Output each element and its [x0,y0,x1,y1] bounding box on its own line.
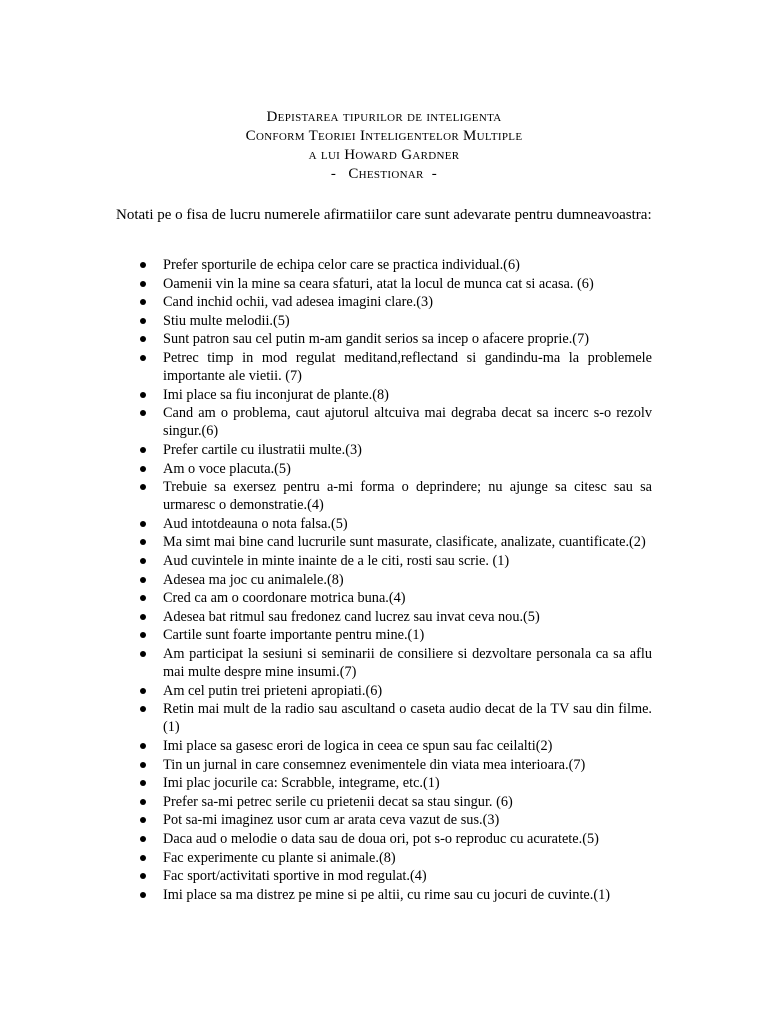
bullet-icon [140,762,146,768]
bullet-icon [140,614,146,620]
list-item-text: Prefer cartile cu ilustratii multe.(3) [163,441,362,458]
list-item-text: Imi place sa gasesc erori de logica in ceea ce spun sau fac ceilalti(2) [163,737,553,754]
bullet-icon [140,336,146,342]
list-item-text: Petrec timp in mod regulat meditand,reflectand si gandindu-ma la problemele importante ale vietii. (7) [163,349,652,385]
list-item-text: Stiu multe melodii.(5) [163,312,290,329]
list-item [116,793,652,811]
list-item [116,460,652,478]
list-item [116,515,652,533]
list-item [116,774,652,792]
list-item [116,626,652,644]
list-item [116,700,652,736]
list-item [116,552,652,570]
list-item [116,682,652,700]
statement-list [116,256,652,904]
bullet-icon [140,447,146,453]
bullet-icon [140,299,146,305]
bullet-icon [140,410,146,416]
bullet-icon [140,817,146,823]
bullet-icon [140,355,146,361]
bullet-icon [140,484,146,490]
list-item-text: Ma simt mai bine cand lucrurile sunt masurate, clasificate, analizate, cuantificate.(2) [163,534,646,551]
bullet-icon [140,706,146,712]
list-item-text: Tin un jurnal in care consemnez evenimentele din viata mea interioara.(7) [163,756,586,773]
list-item [116,404,652,440]
bullet-icon [140,318,146,324]
list-item-text: Daca aud o melodie o data sau de doua ori, pot s-o reproduc cu acuratete.(5) [163,830,599,847]
list-item-text: Cartile sunt foarte importante pentru mine.(1) [163,627,425,644]
list-item [116,830,652,848]
bullet-icon [140,466,146,472]
bullet-icon [140,651,146,657]
bullet-icon [140,558,146,564]
list-item-text: Am o voce placuta.(5) [163,460,291,477]
bullet-icon [140,780,146,786]
list-item-text: Aud intotdeauna o nota falsa.(5) [163,515,348,532]
list-item-text: Cred ca am o coordonare motrica buna.(4) [163,590,406,607]
bullet-icon [140,595,146,601]
list-item-text: Aud cuvintele in minte inainte de a le citi, rosti sau scrie. (1) [163,553,510,569]
list-item-text: Pot sa-mi imaginez usor cum ar arata ceva vazut de sus.(3) [163,812,500,829]
list-item [116,349,652,385]
list-item [116,867,652,885]
list-item-text: Sunt patron sau cel putin m-am gandit serios sa incep o afacere proprie.(7) [163,331,589,348]
list-item [116,441,652,459]
list-item [116,645,652,681]
list-item-text: Retin mai mult de la radio sau ascultand o caseta audio decat de la TV sau din filme.(1) [163,701,652,736]
bullet-icon [140,262,146,268]
list-item-text: Oamenii vin la mine sa ceara sfaturi, atat la locul de munca cat si acasa. (6) [163,275,594,292]
bullet-icon [140,392,146,398]
list-item-text: Trebuie sa exersez pentru a-mi forma o deprindere; nu ajunge sa citesc sau sa urmaresc o demonstratie.(4) [163,479,652,514]
list-item-text: Cand am o problema, caut ajutorul altcuiva mai degraba decat sa incerc s-o rezolv singur.(6) [163,405,652,440]
list-item [116,849,652,867]
bullet-icon [140,577,146,583]
list-item-text: Imi place sa ma distrez pe mine si pe altii, cu rime sau cu jocuri de cuvinte.(1) [163,886,611,903]
bullet-icon [140,632,146,638]
bullet-icon [140,539,146,545]
list-item [116,312,652,330]
bullet-icon [140,743,146,749]
document-title [0,108,768,184]
list-item [116,256,652,274]
list-item-text: Am participat la sesiuni si seminarii de consiliere si dezvoltare personala ca sa aflu mai multe despre mine insumi.(7) [163,645,652,681]
bullet-icon [140,855,146,861]
list-item-text: Fac sport/activitati sportive in mod regulat.(4) [163,868,427,885]
title-line-3: a lui Howard Gardner [308,147,460,163]
list-item [116,533,652,551]
list-item [116,275,652,293]
list-item-text: Imi plac jocurile ca: Scrabble, integrame, etc.(1) [163,775,440,792]
list-item-text: Am cel putin trei prieteni apropiati.(6) [163,682,383,699]
list-item-text: Adesea ma joc cu animalele.(8) [163,571,344,588]
list-item [116,756,652,774]
list-item [116,330,652,348]
list-item [116,293,652,311]
list-item-text: Adesea bat ritmul sau fredonez cand lucrez sau invat ceva nou.(5) [163,608,540,625]
list-item [116,386,652,404]
title-line-2: Conform Teoriei Inteligentelor Multiple [245,128,523,144]
bullet-icon [140,799,146,805]
list-item-text: Prefer sporturile de echipa celor care se practica individual.(6) [163,257,520,273]
bullet-icon [140,281,146,287]
list-item-text: Imi place sa fiu inconjurat de plante.(8) [163,386,389,403]
bullet-icon [140,873,146,879]
title-line-4: - Chestionar - [330,166,438,182]
list-item [116,608,652,626]
bullet-icon [140,521,146,527]
list-item [116,571,652,589]
intro-paragraph: Notati pe o fisa de lucru numerele afirmatiilor care sunt adevarate pentru dumneavoastra: [116,207,652,223]
list-item-text: Prefer sa-mi petrec serile cu prietenii decat sa stau singur. (6) [163,793,513,810]
list-item [116,811,652,829]
bullet-icon [140,836,146,842]
list-item-text: Cand inchid ochii, vad adesea imagini clare.(3) [163,294,433,311]
bullet-icon [140,892,146,898]
list-item [116,589,652,607]
list-item [116,886,652,904]
list-item [116,737,652,755]
title-line-1: Depistarea tipurilor de inteligenta [266,109,502,125]
list-item [116,478,652,514]
bullet-icon [140,688,146,694]
list-item-text: Fac experimente cu plante si animale.(8) [163,849,396,866]
